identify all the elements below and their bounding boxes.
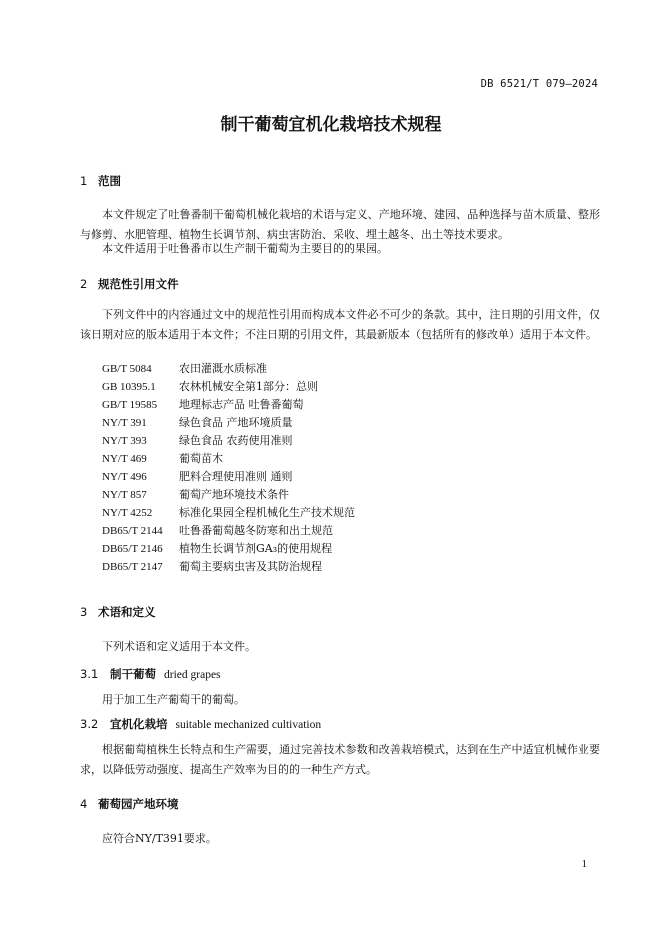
term-3-2-heading [80, 716, 321, 732]
section-1-paragraph-1: 本文件规定了吐鲁番制干葡萄机械化栽培的术语与定义、产地环境、建园、品种选择与苗木质量、整形与修剪、水肥管理、植物生长调节剂、病虫害防治、采收、埋土越冬、出土等技术要求。 [80, 208, 600, 241]
reference-code: DB65/T 2144 [102, 525, 163, 537]
reference-item [102, 396, 355, 414]
section-1-heading [80, 173, 121, 189]
term-3-2-definition: 根据葡萄植株生长特点和生产需要，通过完善技术参数和改善栽培模式，达到在生产中适宜机械作业要求，以降低劳动强度、提高生产效率为目的的一种生产方式。 [80, 743, 600, 776]
reference-code: NY/T 469 [102, 453, 147, 465]
reference-code: DB65/T 2147 [102, 561, 163, 573]
section-3-number: 3 [80, 605, 88, 619]
reference-code: GB 10395.1 [102, 381, 156, 393]
term-3-1-number: 3.1 [80, 667, 99, 681]
normative-references-list [102, 360, 355, 576]
section-4-title: 葡萄园产地环境 [98, 797, 179, 811]
reference-item [102, 540, 355, 558]
section-1-title: 范围 [98, 174, 121, 188]
section-2-heading [80, 276, 179, 292]
reference-item [102, 360, 355, 378]
reference-code: NY/T 4252 [102, 507, 153, 519]
section-4-paragraph: 应符合NY/T391要求。 [102, 832, 217, 845]
section-3-heading [80, 604, 156, 620]
reference-code: NY/T 857 [102, 489, 147, 501]
section-4-heading [80, 796, 179, 812]
reference-code: DB65/T 2146 [102, 543, 163, 555]
term-3-2-chinese: 宜机化栽培 [110, 717, 168, 731]
reference-item [102, 468, 355, 486]
reference-code: GB/T 19585 [102, 399, 158, 411]
section-2-title: 规范性引用文件 [98, 277, 179, 291]
reference-item [102, 486, 355, 504]
reference-name: 植物生长调节剂GA₃的使用规程 [179, 542, 333, 555]
section-3-title: 术语和定义 [98, 605, 156, 619]
page-number: 1 [581, 858, 587, 870]
section-1-number: 1 [80, 174, 88, 188]
reference-name: 农田灌溉水质标准 [179, 362, 267, 375]
term-3-1-definition: 用于加工生产葡萄干的葡萄。 [102, 693, 245, 706]
section-2-number: 2 [80, 277, 88, 291]
reference-code: NY/T 496 [102, 471, 147, 483]
reference-name: 葡萄主要病虫害及其防治规程 [179, 560, 322, 573]
term-3-1-chinese: 制干葡萄 [110, 667, 156, 681]
reference-item [102, 378, 355, 396]
reference-item [102, 414, 355, 432]
term-3-1-english: dried grapes [164, 669, 221, 681]
reference-code: NY/T 391 [102, 417, 147, 429]
document-title: 制干葡萄宜机化栽培技术规程 [220, 115, 442, 135]
document-code: DB 6521/T 079—2024 [480, 78, 598, 90]
reference-name: 绿色食品 产地环境质量 [179, 416, 293, 429]
reference-code: NY/T 393 [102, 435, 147, 447]
reference-item [102, 522, 355, 540]
section-3-intro: 下列术语和定义适用于本文件。 [102, 640, 256, 653]
reference-item [102, 558, 355, 576]
reference-code: GB/T 5084 [102, 363, 152, 375]
reference-item [102, 450, 355, 468]
term-3-2-english: suitable mechanized cultivation [175, 719, 322, 731]
section-2-paragraph: 下列文件中的内容通过文中的规范性引用而构成本文件必不可少的条款。其中，注日期的引用文件，仅该日期对应的版本适用于本文件；不注日期的引用文件，其最新版本（包括所有的修改单）适用于本文件。 [80, 308, 600, 341]
reference-name: 葡萄苗木 [179, 452, 223, 465]
reference-name: 地理标志产品 吐鲁番葡萄 [179, 398, 304, 411]
term-3-1-heading [80, 666, 221, 682]
reference-name: 肥料合理使用准则 通则 [179, 470, 293, 483]
section-1-paragraph-2: 本文件适用于吐鲁番市以生产制干葡萄为主要目的的果园。 [102, 242, 388, 255]
term-3-2-number: 3.2 [80, 717, 99, 731]
reference-item [102, 504, 355, 522]
reference-name: 农林机械安全第1部分：总则 [179, 380, 318, 393]
reference-name: 葡萄产地环境技术条件 [179, 488, 289, 501]
reference-name: 标准化果园全程机械化生产技术规范 [179, 506, 355, 519]
reference-item [102, 432, 355, 450]
reference-name: 绿色食品 农药使用准则 [179, 434, 293, 447]
section-4-number: 4 [80, 797, 88, 811]
reference-name: 吐鲁番葡萄越冬防寒和出土规范 [179, 524, 333, 537]
